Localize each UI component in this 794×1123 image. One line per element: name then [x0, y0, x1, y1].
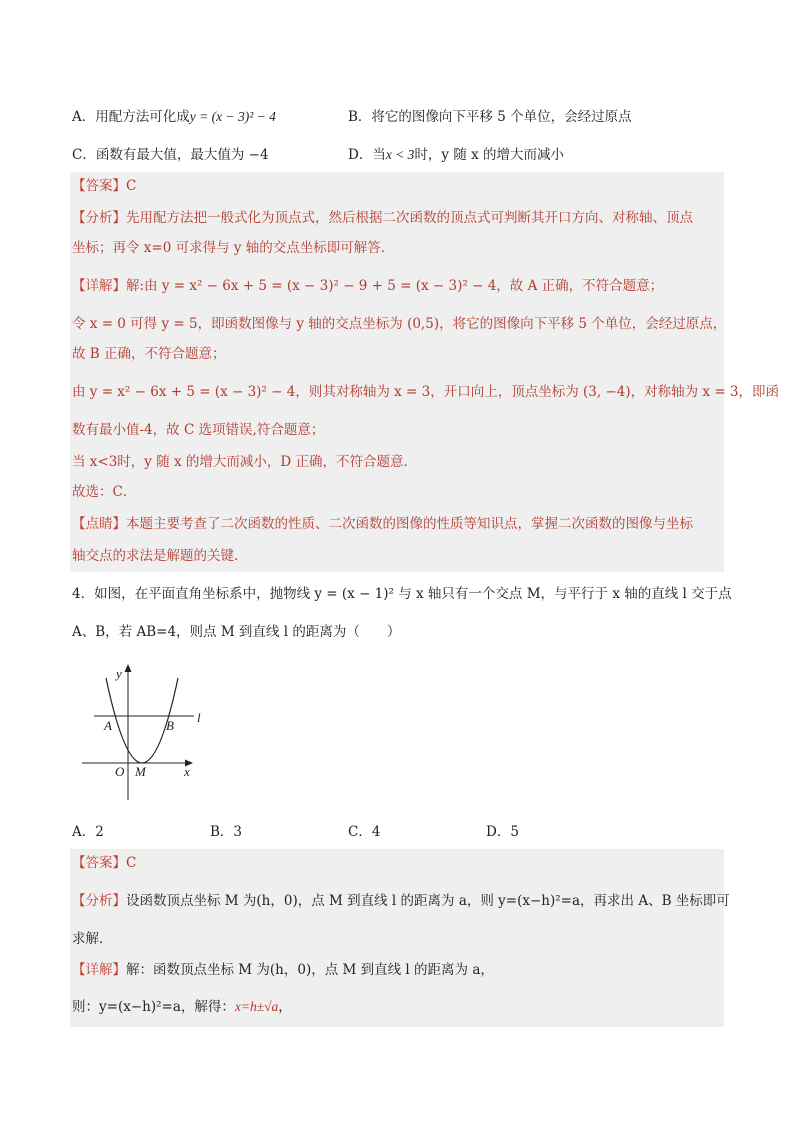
- answer-tag: 【答案】: [72, 855, 126, 871]
- q4-stem-line-1: 4．如图，在平面直角坐标系中，抛物线 y = (x − 1)² 与 x 轴只有一个交点 M，与平行于 x 轴的直线 l 交于点: [72, 586, 732, 602]
- q3-detail-line-7: 故选：C．: [72, 484, 137, 500]
- option-formula: y = (x − 3)² − 4: [189, 109, 276, 124]
- option-label: A．: [72, 109, 96, 125]
- label-b: B: [166, 718, 174, 733]
- q4-option-c: [348, 822, 380, 842]
- q3-comment-line-2: 轴交点的求法是解题的关键．: [72, 548, 248, 564]
- option-value: 2: [95, 824, 104, 840]
- label-y: y: [116, 666, 122, 681]
- q3-solution-block: [70, 172, 727, 572]
- q4-analysis-line-1: [72, 891, 730, 911]
- q3-option-d: [348, 145, 564, 165]
- q3-detail-line-1: [72, 276, 663, 296]
- answer-tag: 【答案】: [72, 178, 126, 194]
- option-text: 当: [372, 147, 386, 163]
- option-text: 用配方法可化成: [95, 109, 190, 125]
- analysis-tag: 【分析】: [72, 210, 126, 226]
- q3-option-b: [348, 107, 632, 127]
- q4-detail-line-2: [72, 997, 292, 1017]
- option-label: B．: [348, 109, 372, 125]
- q4-stem-line-2: A、B，若 AB=4，则点 M 到直线 l 的距离为（ ）: [72, 624, 401, 640]
- q3-detail-line-2: 令 x = 0 可得 y = 5，即函数图像与 y 轴的交点坐标为 (0,5)，将它的图像向下平移 5 个单位，会经过原点，: [72, 316, 727, 332]
- detail-text: 解:由 y = x² − 6x + 5 = (x − 3)² − 9 + 5 = (x − 3)² − 4，故 A 正确，不符合题意；: [126, 278, 664, 294]
- answer-value: C: [126, 855, 137, 871]
- option-label: C．: [72, 147, 96, 163]
- detail-tag: 【详解】: [72, 962, 126, 978]
- label-o: O: [115, 764, 125, 779]
- option-text: 时，y 随 x 的增大而减小: [414, 147, 565, 163]
- analysis-text: 先用配方法把一般式化为顶点式，然后根据二次函数的顶点式可判断其开口方向、对称轴、顶点: [126, 210, 693, 226]
- q3-detail-line-3: 故 B 正确，不符合题意；: [72, 346, 226, 362]
- q3-detail-line-6: 当 x<3时，y 随 x 的增大而减小，D 正确，不符合题意．: [72, 454, 418, 470]
- option-value: 4: [371, 824, 381, 840]
- detail-tag: 【详解】: [72, 278, 126, 294]
- q4-figure: [76, 660, 216, 802]
- answer-value: C: [126, 178, 137, 194]
- option-label: D．: [486, 824, 511, 840]
- option-value: 5: [510, 824, 519, 840]
- q3-comment-line-1: [72, 514, 693, 534]
- q3-detail-line-4: 由 y = x² − 6x + 5 = (x − 3)² − 4，则其对称轴为 x = 3，开口向上，顶点坐标为 (3, −4)，对称轴为 x = 3，即函: [72, 384, 780, 400]
- option-text: 将它的图像向下平移 5 个单位，会经过原点: [371, 109, 632, 125]
- detail-text: 解：函数顶点坐标 M 为(h，0)，点 M 到直线 l 的距离为 a，: [126, 962, 494, 978]
- q3-detail-line-5: 数有最小值-4，故 C 选项错误,符合题意；: [72, 422, 325, 438]
- comment-tag: 【点睛】: [72, 516, 126, 532]
- option-label: B．: [210, 824, 234, 840]
- label-x: x: [184, 764, 190, 779]
- option-value: 3: [233, 824, 243, 840]
- label-m: M: [135, 764, 146, 779]
- q4-analysis-line-2: 求解．: [72, 931, 113, 947]
- q4-option-b: [210, 822, 242, 842]
- q3-option-c: [72, 145, 269, 165]
- detail-text: ，: [278, 999, 292, 1015]
- q4-option-a: [72, 822, 104, 842]
- label-a: A: [104, 718, 112, 733]
- option-formula: x < 3: [385, 147, 415, 162]
- q4-detail-line-1: [72, 960, 494, 980]
- option-label: C．: [348, 824, 372, 840]
- q3-analysis-line-2: 坐标；再令 x=0 可求得与 y 轴的交点坐标即可解答．: [72, 240, 395, 256]
- q4-option-d: [486, 822, 519, 842]
- comment-text: 本题主要考查了二次函数的性质、二次函数的图像的性质等知识点，掌握二次函数的图像与坐标: [126, 516, 693, 532]
- q4-answer: [72, 853, 136, 873]
- y-axis-arrow: [125, 664, 132, 672]
- q3-answer: [72, 176, 136, 196]
- option-label: A．: [72, 824, 96, 840]
- q3-option-a: [72, 107, 276, 127]
- detail-text: 则：y=(x−h)²=a，解得：: [72, 999, 235, 1015]
- option-text: 函数有最大值，最大值为 −4: [95, 147, 269, 163]
- analysis-text: 设函数顶点坐标 M 为(h，0)，点 M 到直线 l 的距离为 a，则 y=(x−h)²=a，再求出 A、B 坐标即可: [126, 893, 730, 909]
- analysis-tag: 【分析】: [72, 893, 126, 909]
- label-l: l: [197, 710, 201, 725]
- option-label: D．: [348, 147, 373, 163]
- q3-analysis-line-1: [72, 208, 693, 228]
- detail-formula: x=h±√a: [234, 999, 279, 1014]
